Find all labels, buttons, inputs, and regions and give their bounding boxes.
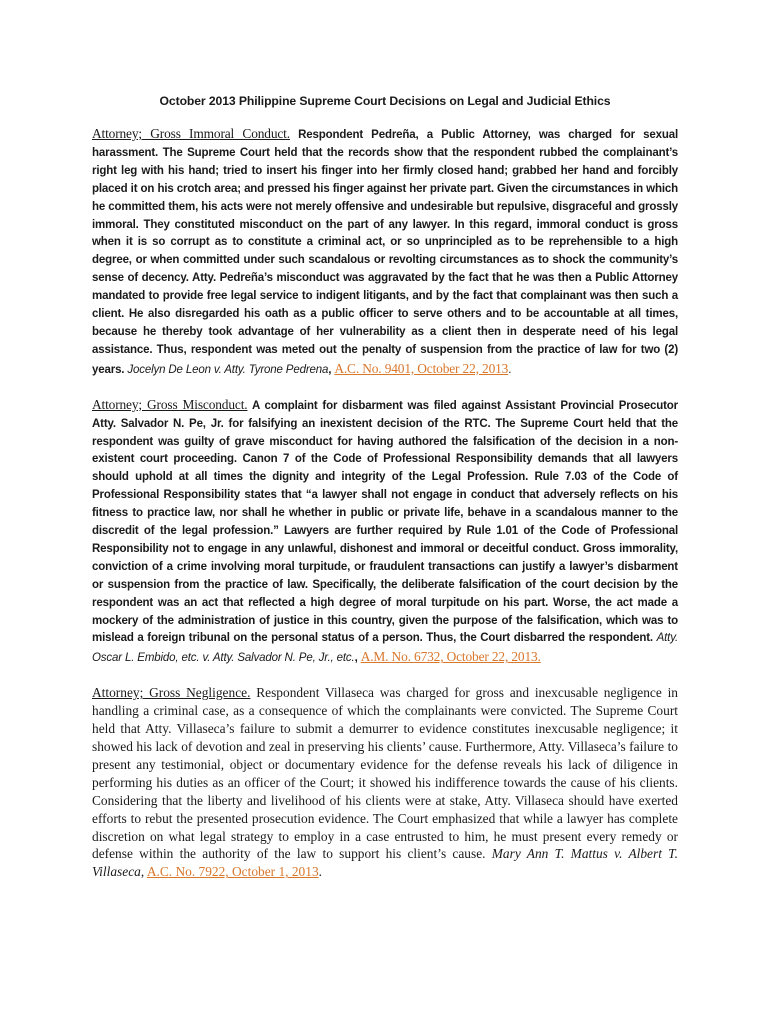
section-heading: Attorney; Gross Misconduct. [92, 396, 248, 412]
case-citation-link[interactable]: A.C. No. 7922, October 1, 2013 [146, 864, 319, 880]
case-name: Atty. Oscar L. Embido, etc. v. Atty. Salvador N. Pe, Jr., etc. [92, 632, 679, 665]
section-body: Respondent Villaseca was charged for gross and inexcusable negligence in handling a criminal case, as a consequence of which the complainants were convicted. The Supreme Court held that Atty. Villaseca’s failure to submit a demurrer to evidence constitutes inexcusable negligence; it showed his lack of devotion and zeal in preserving his clients’ cause. Furthermore, Atty. Villaseca’s failure to present any testimonial, object or documentary evidence for the defense reveals his lack of diligence in performing his duties as an officer of the Court; it showed his indifference towards the cause of his clients. Considering that the liberty and livelihood of his clients were at stake, Atty. Villaseca should have exerted efforts to rebut the presented prosecution evidence. The Court emphasized that while a lawyer has complete discretion on what legal strategy to employ in a case entrusted to him, he must present every remedy or defense within the authority of the law to support his client’s cause. [92, 685, 678, 862]
case-name: Jocelyn De Leon v. Atty. Tyrone Pedrena [127, 363, 329, 376]
section-body: A complaint for disbarment was filed against Assistant Provincial Prosecutor Atty. Salvador N. Pe, Jr. for falsifying an inexistent decision of the RTC. The Supreme Court held that the respondent was guilty of grave misconduct for having authored the falsification of the decision in a non-existent court proceeding. Canon 7 of the Code of Professional Responsibility demands that all lawyers should uphold at all times the dignity and integrity of the Legal Profession. Rule 7.03 of the Code of Professional Responsibility states that “a lawyer shall not engage in conduct that adversely reflects on his fitness to practice law, nor shall he whether in public or private life, behave in a scandalous manner to the discredit of the legal profession.” Lawyers are further required by Rule 1.01 of the Code of Professional Responsibility not to engage in any unlawful, dishonest and immoral or deceitful conduct. Gross immorality, conviction of a crime involving moral turpitude, or fraudulent transactions can justify a lawyer’s disbarment or suspension from the practice of law. Specifically, the deliberate falsification of the court decision by the respondent was an act that reflected a high degree of moral turpitude on his part. Worse, the act made a mockery of the administration of justice in this country, given the purpose of the falsification, which was to mislead a foreign tribunal on the personal status of a person. Thus, the Court disbarred the respondent. [92, 399, 678, 645]
citation-end: . [508, 363, 512, 376]
section-heading: Attorney; Gross Immoral Conduct. [92, 126, 290, 141]
section-gross-negligence: Attorney; Gross Negligence. Respondent Villaseca was charged for gross and inexcusable negligence in handling a criminal case, as a consequence of which the complainants were convicted. The Supreme Court held that Atty. Villaseca’s failure to submit a demurrer to evidence constitutes inexcusable negligence; it showed his lack of devotion and zeal in preserving his clients’ cause. Furthermore, Atty. Villaseca’s failure to present any testimonial, object or documentary evidence for the defense reveals his lack of diligence in performing his duties as an officer of the Court; it showed his indifference towards the cause of his clients. Considering that the liberty and livelihood of his clients were at stake, Atty. Villaseca should have exerted efforts to rebut the presented prosecution evidence. The Court emphasized that while a lawyer has complete discretion on what legal strategy to employ in a case entrusted to him, he must present every remedy or defense within the authority of the law to support his client’s cause. Mary Ann T. Mattus v. Albert T. Villaseca, A.C. No. 7922, October 1, 2013. [92, 685, 678, 880]
document-title: October 2013 Philippine Supreme Court Decisions on Legal and Judicial Ethics [159, 94, 611, 108]
citation-end: . [318, 864, 323, 880]
document-page [92, 94, 678, 897]
case-name: Mary Ann T. Mattus v. Albert T. Villaseca [92, 846, 678, 880]
case-citation-link[interactable]: A.M. No. 6732, October 22, 2013. [360, 649, 541, 665]
section-gross-immoral-conduct: Attorney; Gross Immoral Conduct. Respondent Pedreña, a Public Attorney, was charged for sexual harassment. The Supreme Court held that the records show that the respondent rubbed the complainant’s right leg with his hand; tried to insert his finger into her firmly closed hand; grabbed her hand and forcibly placed it on his crotch area; and pressed his finger against her private part. Given the circumstances in which he committed them, his acts were not merely offensive and undesirable but repulsive, disgraceful and grossly immoral. They constituted misconduct on the part of any lawyer. In this regard, immoral conduct is gross when it is so corrupt as to constitute a criminal act, or so unprincipled as to be reprehensible to a high degree, or when committed under such scandalous or revolting circumstances as to shock the community’s sense of decency. Atty. Pedreña’s misconduct was aggravated by the fact that he was then a Public Attorney mandated to provide free legal service to indigent litigants, and by the fact that complainant was then such a client. He also disregarded his oath as a public officer to serve others and to be accountable at all times, because he thereby took advantage of her vulnerability as a client then in desperate need of his legal assistance. Thus, respondent was meted out the penalty of suspension from the practice of law for two (2) years. Jocelyn De Leon v. Atty. Tyrone Pedrena, A.C. No. 9401, October 22, 2013. [92, 126, 678, 376]
section-gross-misconduct: Attorney; Gross Misconduct. A complaint for disbarment was filed against Assistant Provincial Prosecutor Atty. Salvador N. Pe, Jr. for falsifying an inexistent decision of the RTC. The Supreme Court held that the respondent was guilty of grave misconduct for having authored the falsification of the decision in a non-existent court proceeding. Canon 7 of the Code of Professional Responsibility demands that all lawyers should uphold at all times the dignity and integrity of the Legal Profession. Rule 7.03 of the Code of Professional Responsibility states that “a lawyer shall not engage in conduct that adversely reflects on his fitness to practice law, nor shall he whether in public or private life, behave in a scandalous manner to the discredit of the legal profession.” Lawyers are further required by Rule 1.01 of the Code of Professional Responsibility not to engage in any unlawful, dishonest and immoral or deceitful conduct. Gross immorality, conviction of a crime involving moral turpitude, or fraudulent transactions can justify a lawyer’s disbarment or suspension from the practice of law. Specifically, the deliberate falsification of the court decision by the respondent was an act that reflected a high degree of moral turpitude on his part. Worse, the act made a mockery of the administration of justice in this country, given the purpose of the falsification, which was to mislead a foreign tribunal on the personal status of a person. Thus, the Court disbarred the respondent. Atty. Oscar L. Embido, etc. v. Atty. Salvador N. Pe, Jr., etc., A.M. No. 6732, October 22, 2013. [92, 396, 679, 665]
section-body: Respondent Pedreña, a Public Attorney, was charged for sexual harassment. The Supreme Court held that the records show that the respondent rubbed the complainant’s right leg with his hand; tried to insert his finger into her firmly closed hand; grabbed her hand and forcibly placed it on his crotch area; and pressed his finger against her private part. Given the circumstances in which he committed them, his acts were not merely offensive and undesirable but repulsive, disgraceful and grossly immoral. They constituted misconduct on the part of any lawyer. In this regard, immoral conduct is gross when it is so corrupt as to constitute a criminal act, or so unprincipled as to be reprehensible to a high degree, or when committed under such scandalous or revolting circumstances as to shock the community’s sense of decency. Atty. Pedreña’s misconduct was aggravated by the fact that he was then a Public Attorney mandated to provide free legal service to indigent litigants, and by the fact that complainant was then such a client. He also disregarded his oath as a public officer to serve others and to be accountable at all times, because he thereby took advantage of her vulnerability as a client then in desperate need of his legal assistance. Thus, respondent was meted out the penalty of suspension from the practice of law for two (2) years. [92, 129, 678, 376]
section-heading: Attorney; Gross Negligence. [92, 685, 251, 701]
case-citation-link[interactable]: A.C. No. 9401, October 22, 2013 [334, 360, 509, 376]
